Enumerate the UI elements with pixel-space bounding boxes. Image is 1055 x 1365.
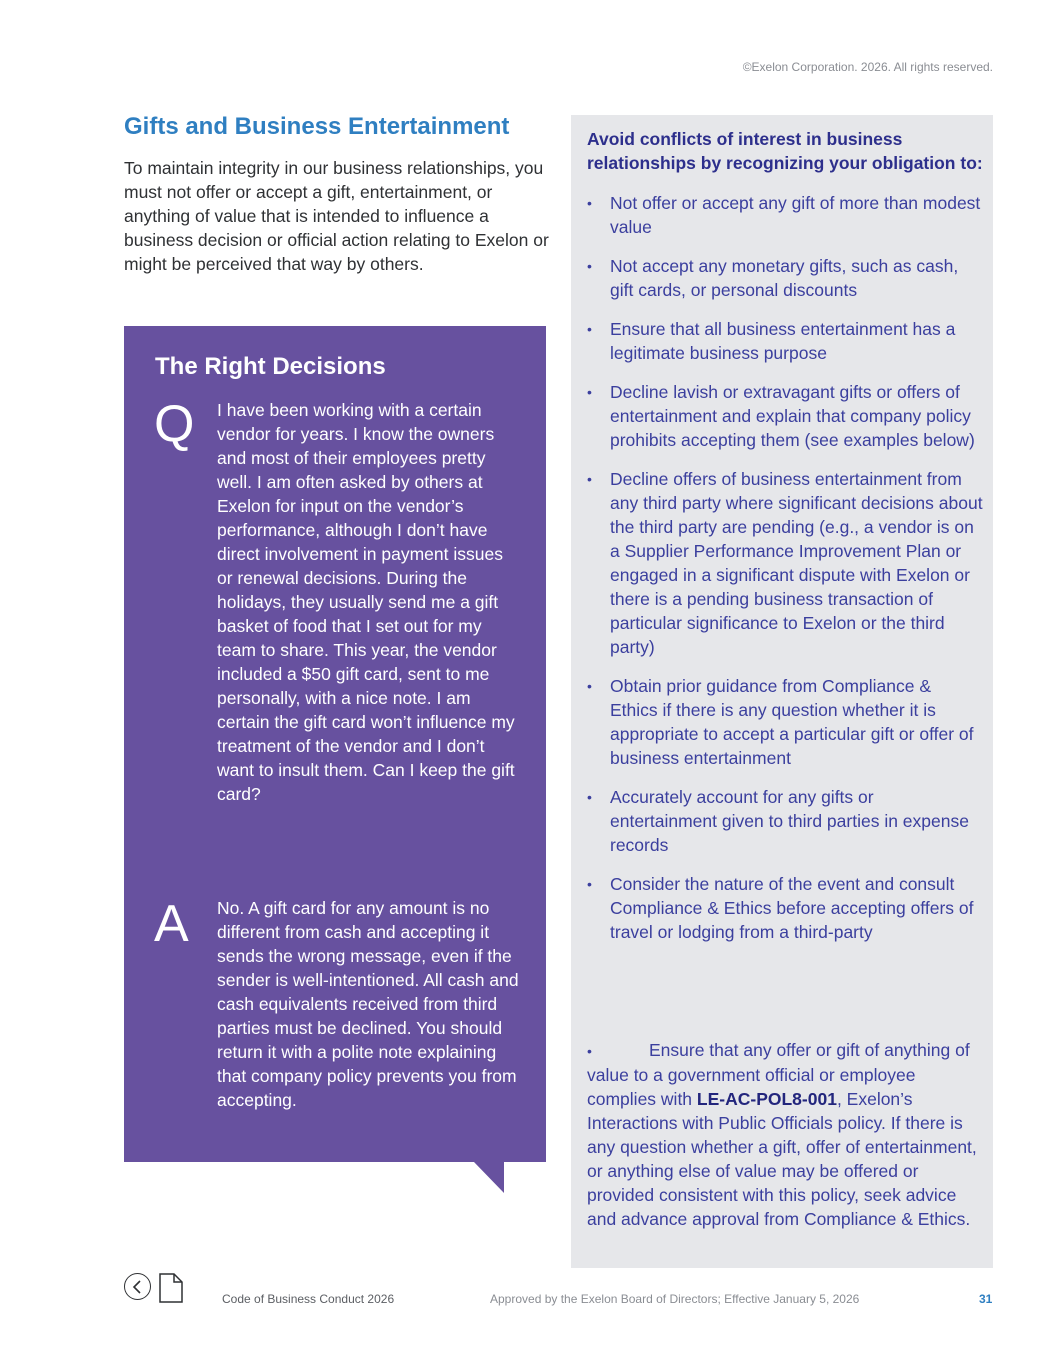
list-item-text: Accurately account for any gifts or entertainment given to third parties in expense records (610, 787, 969, 855)
obligations-list (587, 191, 983, 959)
right-decisions-callout (124, 326, 546, 1162)
callout-tail (474, 1162, 504, 1193)
bullet-icon: • (587, 789, 592, 805)
list-item-text: Consider the nature of the event and consult Compliance & Ethics before accepting offers of travel or lodging from a third-party (610, 874, 974, 942)
page-number: 31 (979, 1292, 993, 1306)
policy-reference-link[interactable]: LE-AC-POL8-001 (696, 1089, 837, 1109)
list-item-text: Decline lavish or extravagant gifts or offers of entertainment and explain that company policy prohibits accepting them (see examples below) (610, 382, 975, 450)
copyright-notice: ©Exelon Corporation. 2026. All rights reserved. (742, 60, 993, 74)
obligations-panel (571, 115, 993, 1268)
question-text: I have been working with a certain vendor for years. I know the owners and most of their employees pretty well. I am often asked by others at Exelon for input on the vendor’s performance, although I don’t have direct involvement in payment issues or renewal decisions. During the holidays, they usually send me a gift basket of food that I set out for my team to share. This year, the vendor included a $50 gift card, sent to me personally, with a nice note. I am certain the gift card won’t influence my treatment of the vendor and I don’t want to insult them. Can I keep the gift card? (217, 400, 515, 804)
bullet-icon: • (587, 384, 592, 400)
bullet-icon: • (587, 321, 592, 337)
page-icon[interactable] (159, 1273, 183, 1303)
list-item (587, 674, 983, 770)
bullet-icon: • (587, 195, 592, 211)
list-item (587, 785, 983, 857)
bullet-icon: • (587, 471, 592, 487)
bullet-icon: • (587, 876, 592, 892)
answer-letter: A (154, 895, 189, 953)
section-intro: To maintain integrity in our business relationships, you must not offer or accept a gift, entertainment, or anything of value that is intended to influence a business decision or official action relating to Exelon or might be perceived that way by others. (124, 158, 549, 274)
list-item (587, 191, 983, 239)
list-item (587, 872, 983, 944)
public-officials-suffix: , Exelon’s Interactions with Public Officials policy. If there is any question whether a gift, offer of entertainment, or anything else of value may be offered or provided consistent with this policy, seek advice and advance approval from Compliance & Ethics. (587, 1089, 977, 1229)
callout-title: The Right Decisions (155, 353, 386, 380)
bullet-icon: • (587, 1043, 592, 1059)
list-item-text: Ensure that all business entertainment has a legitimate business purpose (610, 319, 956, 363)
list-item-text: Obtain prior guidance from Compliance & Ethics if there is any question whether it is appropriate to accept a particular gift or offer of business entertainment (610, 676, 974, 768)
footer-document-title: Code of Business Conduct 2026 (222, 1292, 395, 1306)
back-arrow-icon[interactable] (124, 1273, 151, 1300)
panel-intro: Avoid conflicts of interest in business relationships by recognizing your obligation to: (587, 129, 983, 173)
bullet-icon: • (587, 258, 592, 274)
bullet-icon: • (587, 678, 592, 694)
list-item (587, 467, 983, 659)
list-item (587, 317, 983, 365)
page-footer (0, 1270, 1055, 1310)
section-title: Gifts and Business Entertainment (124, 113, 510, 140)
list-item-text: Decline offers of business entertainment from any third party where significant decisions about the third party are pending (e.g., a vendor is on a Supplier Performance Improvement Plan or engaged in a significant dispute with Exelon or there is a pending business transaction of particular significance to Exelon or the third party) (610, 469, 983, 657)
answer-text: No. A gift card for any amount is no different from cash and accepting it sends the wrong message, even if the sender is well-intentioned. All cash and cash equivalents received from third parties must be declined. You should return it with a polite note explaining that company policy prevents you from accepting. (217, 898, 519, 1110)
list-item-text: Not accept any monetary gifts, such as cash, gift cards, or personal discounts (610, 256, 959, 300)
gifts-section (124, 112, 550, 276)
list-item-text: Not offer or accept any gift of more than modest value (610, 193, 981, 237)
list-item (587, 380, 983, 452)
public-officials-prefix: Ensure that any offer or gift of anything of value to a government official or employee complies with (587, 1040, 970, 1109)
public-officials-item (587, 1038, 983, 1231)
question-letter: Q (154, 395, 195, 453)
list-item (587, 254, 983, 302)
footer-approval-note: Approved by the Exelon Board of Directors; Effective January 5, 2026 (490, 1292, 860, 1306)
